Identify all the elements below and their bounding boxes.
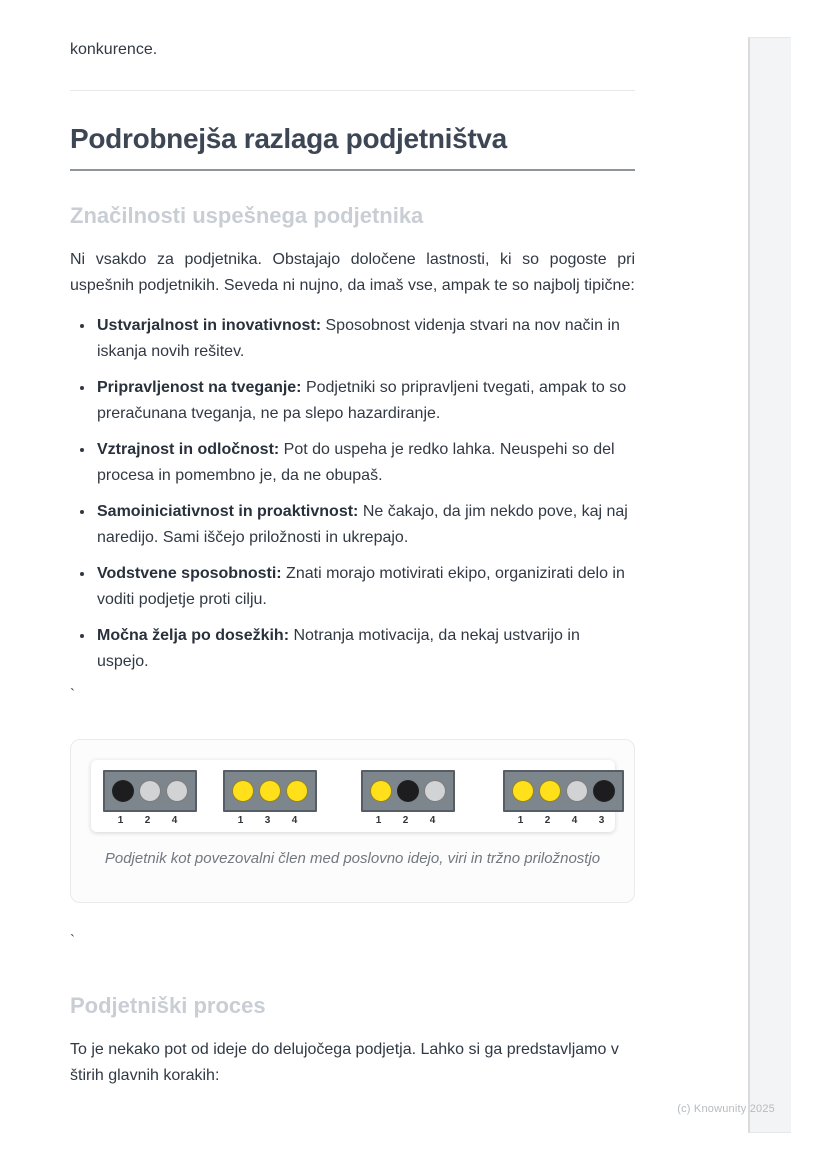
footer-copyright: (c) Knowunity 2025 [677, 1103, 775, 1115]
dot-group [503, 770, 624, 826]
black-dot-icon [397, 780, 419, 802]
list-item-term: Močna želja po dosežkih: [97, 627, 290, 644]
list-item-text: Ne čakajo, da jim nekdo pove, kaj naj naredijo. Sami iščejo priložnosti in ukrepajo. [97, 503, 628, 546]
yellow-dot-icon [259, 780, 281, 802]
dot-number-row [103, 812, 197, 826]
dot-number-label: 3 [264, 815, 271, 826]
lightgray-dot-icon [424, 780, 446, 802]
list-item [95, 623, 635, 675]
dot-number-label: 1 [117, 815, 124, 826]
list-item-text: Podjetniki so pripravljeni tvegati, ampak to so preračunana tveganja, ne pa slepo hazardiranje. [97, 379, 627, 422]
dot-number-label: 2 [144, 815, 151, 826]
list-item-term: Samoiniciativnost in proaktivnost: [97, 503, 359, 520]
dot-number-label: 1 [237, 815, 244, 826]
traits-list [70, 313, 635, 675]
dot-panel [103, 770, 197, 812]
list-item [95, 499, 635, 551]
list-item-term: Ustvarjalnost in inovativnost: [97, 317, 322, 334]
dot-panel [223, 770, 317, 812]
paragraph-fragment: konkurence. [70, 41, 158, 58]
list-item-term: Pripravljenost na tveganje: [97, 379, 302, 396]
dot-number-label: 4 [291, 815, 298, 826]
black-dot-icon [112, 780, 134, 802]
yellow-dot-icon [286, 780, 308, 802]
yellow-dot-icon [539, 780, 561, 802]
dot-number-label: 4 [171, 815, 178, 826]
list-item-text: Pot do uspeha je redko lahka. Neuspehi so del procesa in pomembno je, da ne obupaš. [97, 441, 615, 484]
stray-backtick: ` [70, 686, 75, 703]
black-dot-icon [593, 780, 615, 802]
section-heading-traits: Značilnosti uspešnega podjetnika [70, 203, 424, 228]
list-item-text: Sposobnost videnja stvari na nov način in iskanja novih rešitev. [97, 317, 620, 360]
dot-group [103, 770, 197, 826]
dot-number-row [361, 812, 455, 826]
document-content [70, 0, 635, 1089]
yellow-dot-icon [512, 780, 534, 802]
dot-number-row [503, 812, 624, 826]
figure-caption: Podjetnik kot povezovalni člen med poslovno idejo, viri in tržno priložnostjo [104, 850, 601, 867]
list-item [95, 437, 635, 489]
dot-group [223, 770, 317, 826]
lightgray-dot-icon [166, 780, 188, 802]
list-item-text: Notranja motivacija, da nekaj ustvarijo in uspejo. [97, 627, 580, 670]
dot-number-label: 2 [402, 815, 409, 826]
dot-panel [503, 770, 624, 812]
next-page-edge [748, 37, 791, 1133]
list-item-term: Vztrajnost in odločnost: [97, 441, 280, 458]
figure-container [70, 739, 635, 903]
list-item-term: Vodstvene sposobnosti: [97, 565, 282, 582]
traits-intro-paragraph: Ni vsakdo za podjetnika. Obstajajo določene lastnosti, ki so pogoste pri uspešnih podjetnikih. Seveda ni nujno, da imaš vse, ampak te so najbolj tipične: [70, 251, 635, 294]
list-item [95, 561, 635, 613]
figure-image [91, 760, 615, 832]
dot-number-label: 4 [571, 815, 578, 826]
process-intro-paragraph: To je nekako pot od ideje do delujočega podjetja. Lahko si ga predstavljamo v štirih glavnih korakih: [70, 1041, 619, 1084]
dot-group [361, 770, 455, 826]
dot-number-row [223, 812, 317, 826]
dot-number-label: 4 [429, 815, 436, 826]
list-item [95, 375, 635, 427]
list-item-text: Znati morajo motivirati ekipo, organizirati delo in voditi podjetje proti cilju. [97, 565, 625, 608]
lightgray-dot-icon [139, 780, 161, 802]
dot-number-label: 1 [375, 815, 382, 826]
dot-panel [361, 770, 455, 812]
list-item [95, 313, 635, 365]
dot-number-label: 1 [517, 815, 524, 826]
dot-number-label: 3 [598, 815, 605, 826]
stray-backtick: ` [70, 932, 75, 949]
lightgray-dot-icon [566, 780, 588, 802]
yellow-dot-icon [370, 780, 392, 802]
yellow-dot-icon [232, 780, 254, 802]
main-heading: Podrobnejša razlaga podjetništva [70, 120, 635, 171]
section-heading-process: Podjetniški proces [70, 993, 266, 1018]
dot-number-label: 2 [544, 815, 551, 826]
section-divider [70, 90, 635, 91]
